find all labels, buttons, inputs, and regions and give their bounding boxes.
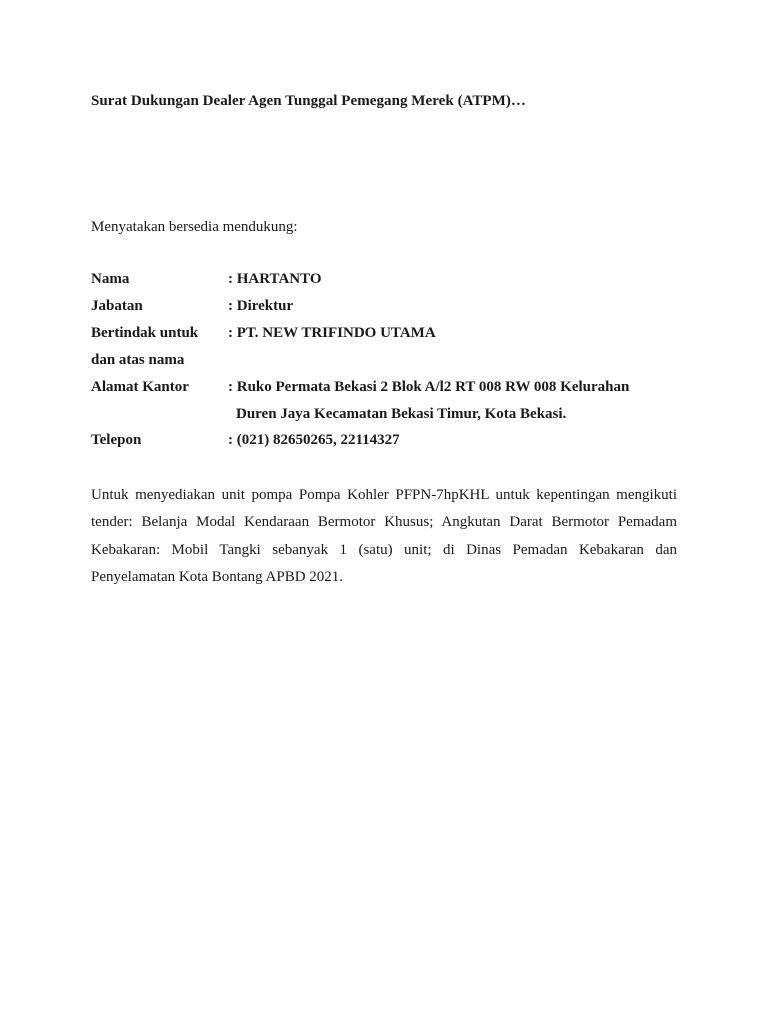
field-bertindak-label-line2: dan atas nama bbox=[91, 351, 185, 368]
field-telepon-label: Telepon bbox=[91, 432, 142, 448]
field-alamat-value bbox=[228, 374, 629, 427]
field-telepon-value: : (021) 82650265, 22114327 bbox=[228, 432, 400, 448]
field-alamat-value-line1: : Ruko Permata Bekasi 2 Blok A/l2 RT 008 RW 008 Kelurahan bbox=[228, 379, 630, 395]
field-bertindak-label-line1: Bertindak untuk bbox=[91, 325, 199, 341]
field-nama-label: Nama bbox=[91, 271, 130, 287]
field-nama-value: : HARTANTO bbox=[228, 271, 322, 287]
field-jabatan-value: : Direktur bbox=[228, 298, 294, 314]
field-alamat-label: Alamat Kantor bbox=[91, 379, 189, 395]
field-jabatan-label: Jabatan bbox=[91, 298, 143, 314]
field-bertindak-value: : PT. NEW TRIFINDO UTAMA bbox=[228, 325, 436, 341]
field-alamat-value-line2: Duren Jaya Kecamatan Bekasi Timur, Kota Bekasi. bbox=[236, 405, 567, 422]
intro-text: Menyatakan bersedia mendukung: bbox=[91, 219, 298, 235]
body-paragraph: Untuk menyediakan unit pompa Pompa Kohler PFPN-7hpKHL untuk kepentingan mengikuti tender: Belanja Modal Kendaraan Bermotor Khusus; Angkutan Darat Bermotor Pemadam Kebakaran: Mobil Tangki sebanyak 1 (satu) unit; di Dinas Pemadan Kebakaran dan Penyelamatan Kota Bontang APBD 2021. bbox=[91, 487, 677, 585]
document-title: Surat Dukungan Dealer Agen Tunggal Pemegang Merek (ATPM)… bbox=[91, 93, 526, 109]
